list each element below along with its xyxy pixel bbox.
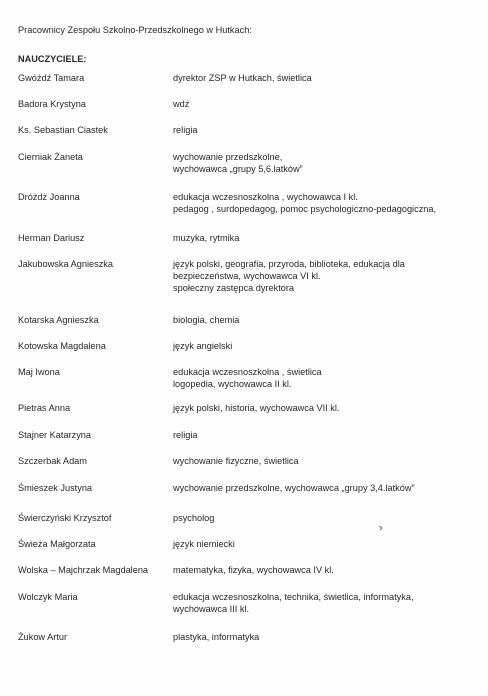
staff-name: Pietras Anna (18, 403, 71, 413)
staff-role (173, 455, 473, 467)
staff-role-line: dyrektor ZSP w Hutkach, świetlica (173, 73, 312, 83)
staff-name: Badora Krystyna (18, 99, 86, 109)
staff-name: Jakubowska Agnieszka (18, 259, 113, 269)
staff-role-line: edukacja wczesnoszkolna , świetlica (173, 367, 322, 377)
staff-role (173, 72, 473, 84)
staff-role (173, 564, 473, 576)
staff-role-line: edukacja wczesnoszkolna, technika, świetlica, informatyka, (173, 592, 414, 602)
staff-name: Kotarska Agnieszka (18, 315, 99, 325)
staff-name: Śmieszek Justyna (18, 483, 93, 493)
staff-role (173, 402, 473, 414)
staff-role-line: wychowanie przedszkolne, wychowawca „grupy 3,4.latków” (173, 483, 415, 493)
staff-role-line: wychowawca III kl. (173, 604, 250, 614)
staff-role (173, 631, 473, 643)
staff-role-line: język polski, historia, wychowawca VII kl. (173, 403, 340, 413)
staff-role (173, 366, 473, 390)
staff-name: Gwóźdź Tamara (18, 73, 85, 83)
staff-name: Wolczyk Maria (18, 592, 78, 602)
staff-role-line: biologia, chemia (173, 315, 240, 325)
staff-role-line: społeczny zastępca dyrektora (173, 283, 295, 293)
staff-role-line: matematyka, fizyka, wychowawca IV kl. (173, 565, 334, 575)
staff-name: Szczerbak Adam (18, 456, 87, 466)
staff-name: Żukow Artur (18, 632, 68, 642)
staff-name: Dróżdż Joanna (18, 192, 80, 202)
staff-role-line: wychowanie fizyczne, świetlica (173, 456, 299, 466)
staff-name: Świeża Małgorzata (18, 539, 96, 549)
staff-role-line: plastyka, informatyka (173, 632, 260, 642)
staff-role-line: religia (173, 430, 198, 440)
pen-mark (378, 525, 384, 531)
staff-name: Kotowska Magdalena (18, 341, 106, 351)
staff-role-line: psycholog (173, 513, 215, 523)
staff-role (173, 151, 473, 175)
staff-role (173, 591, 473, 615)
staff-role-line: język polski, geografia, przyroda, biblioteka, edukacja dla (173, 259, 405, 269)
staff-role-line: edukacja wczesnoszkolna , wychowawca I kl. (173, 192, 358, 202)
staff-name: Ks. Sebastian Ciastek (18, 125, 108, 135)
staff-role (173, 258, 473, 294)
staff-role (173, 538, 473, 550)
staff-name: Stajner Katarzyna (18, 430, 92, 440)
staff-role-line: pedagog , surdopedagog, pomoc psychologiczno-pedagogiczna, (173, 204, 437, 214)
staff-name: Wolska – Majchrzak Magdalena (18, 565, 149, 575)
staff-role-line: logopedia, wychowawca II kl. (173, 379, 292, 389)
staff-role (173, 314, 473, 326)
staff-role-line: wychowawca „grupy 5,6.latków” (173, 164, 303, 174)
staff-name: Świerczyński Krzysztof (18, 513, 112, 523)
staff-role-line: wychowanie przedszkolne, (173, 152, 283, 162)
staff-role (173, 232, 473, 244)
staff-name: Maj Iwona (18, 367, 60, 377)
staff-role-line: bezpieczeństwa, wychowawca VI kl. (173, 271, 321, 281)
staff-role (173, 98, 473, 110)
staff-role-line: język angielski (173, 341, 233, 351)
staff-role (173, 512, 473, 524)
staff-role-line: muzyka, rytmika (173, 233, 240, 243)
staff-role (173, 191, 473, 215)
staff-role (173, 124, 473, 136)
staff-role-line: język niemiecki (173, 539, 235, 549)
staff-name: Cierniak Żaneta (18, 152, 83, 162)
staff-name: Herman Dariusz (18, 233, 85, 243)
section-heading-teachers: NAUCZYCIELE: (18, 54, 87, 64)
staff-role (173, 340, 473, 352)
staff-role (173, 482, 473, 494)
staff-role-line: religia (173, 125, 198, 135)
staff-role-line: wdż (173, 99, 190, 109)
document-title: Pracownicy Zespołu Szkolno-Przedszkolnego w Hutkach: (18, 25, 252, 35)
staff-role (173, 429, 473, 441)
